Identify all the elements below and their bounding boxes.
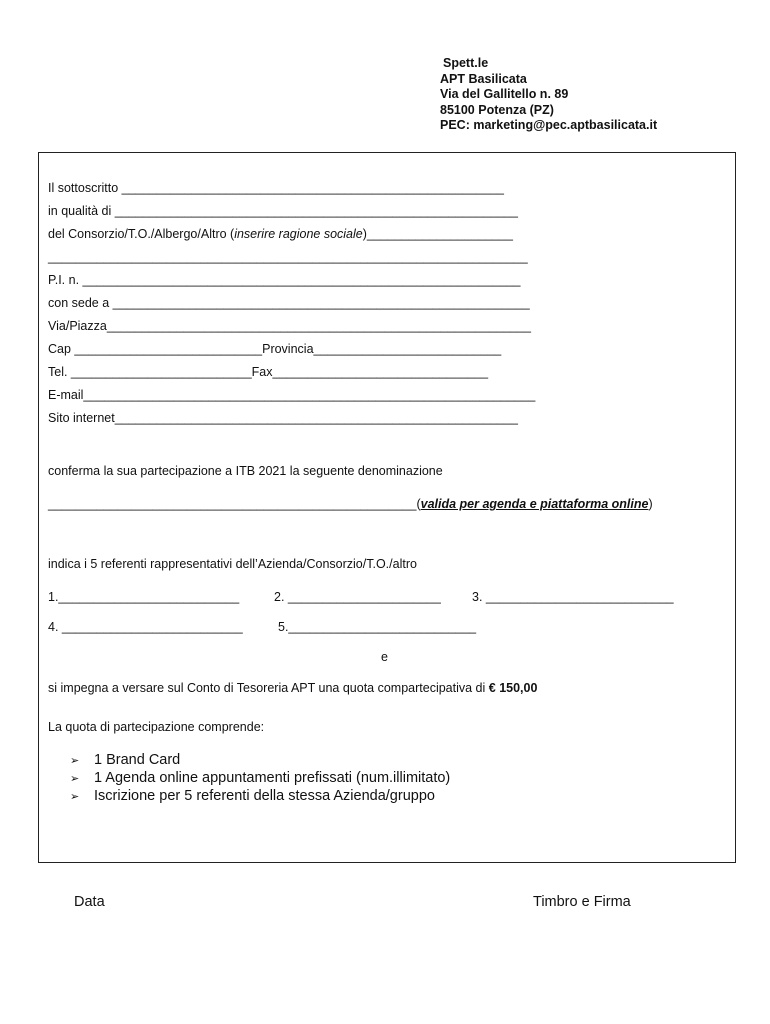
field-cap-provincia[interactable]: Cap ___________________________Provincia___________________________ — [48, 342, 502, 356]
quota-list — [70, 752, 450, 806]
field-email[interactable]: E-mail_________________________________________________________________ — [48, 388, 536, 402]
field-referente-1[interactable]: 1.__________________________ — [48, 590, 240, 604]
field-sito[interactable]: Sito internet__________________________________________________________ — [48, 411, 518, 425]
list-item: ➢ 1 Agenda online appuntamenti prefissati (num.illimitato) — [70, 770, 451, 786]
field-pi[interactable]: P.I. n. _______________________________________________________________ — [48, 273, 521, 287]
consorzio-prefix: del Consorzio/T.O./Albergo/Altro ( — [48, 227, 235, 241]
conjunction-e: e — [381, 650, 388, 664]
recipient-city: 85100 Potenza (PZ) — [440, 102, 554, 117]
list-item: ➢ Iscrizione per 5 referenti della stessa Azienda/gruppo — [70, 788, 435, 804]
field-sottoscritto[interactable]: Il sottoscritto _______________________________________________________ — [48, 181, 504, 195]
recipient-street: Via del Gallitello n. 89 — [440, 87, 569, 101]
field-denominazione[interactable] — [48, 497, 653, 511]
arrow-bullet-icon: ➢ — [70, 791, 80, 803]
impegno-amount: € 150,00 — [488, 681, 538, 695]
impegno-body: si impegna a versare sul Conto di Tesoreria APT una quota compartecipativa di — [48, 681, 489, 695]
field-sede[interactable]: con sede a ____________________________________________________________ — [48, 296, 530, 310]
date-label: Data — [74, 894, 105, 910]
denominazione-close: ) — [648, 497, 653, 511]
referenti-intro: indica i 5 referenti rappresentativi dell’Azienda/Consorzio/T.O./altro — [48, 557, 417, 571]
field-consorzio[interactable] — [48, 227, 513, 241]
recipient-pec: PEC: marketing@pec.aptbasilicata.it — [440, 118, 658, 132]
recipient-name: APT Basilicata — [440, 71, 527, 86]
list-item: ➢ 1 Brand Card — [70, 752, 181, 768]
field-via[interactable]: Via/Piazza_____________________________________________________________ — [48, 319, 531, 333]
conferma-text: conferma la sua partecipazione a ITB 2021 la seguente denominazione — [48, 464, 443, 478]
field-referente-2[interactable]: 2. ______________________ — [274, 590, 441, 604]
field-tel-fax[interactable]: Tel. __________________________Fax_______________________________ — [48, 365, 489, 379]
arrow-bullet-icon: ➢ — [70, 755, 80, 767]
field-referente-4[interactable]: 4. __________________________ — [48, 620, 243, 634]
consorzio-italic: inserire ragione sociale — [234, 227, 363, 241]
field-blank-line[interactable]: _____________________________________________________________________ — [48, 250, 528, 264]
arrow-bullet-icon: ➢ — [70, 773, 80, 785]
salutation: Spett.le — [443, 56, 489, 70]
field-qualita[interactable]: in qualità di __________________________________________________________ — [48, 204, 518, 218]
field-referente-5[interactable]: 5.___________________________ — [278, 620, 477, 634]
recipient-address — [440, 56, 657, 134]
field-referente-3[interactable]: 3. ___________________________ — [472, 590, 674, 604]
denominazione-blank: _____________________________________________________( — [48, 497, 421, 511]
denominazione-note: valida per agenda e piattaforma online — [420, 497, 649, 511]
consorzio-suffix: )_____________________ — [362, 227, 513, 241]
signature-label: Timbro e Firma — [533, 894, 631, 910]
impegno-text — [48, 681, 537, 695]
quota-intro: La quota di partecipazione comprende: — [48, 720, 265, 734]
